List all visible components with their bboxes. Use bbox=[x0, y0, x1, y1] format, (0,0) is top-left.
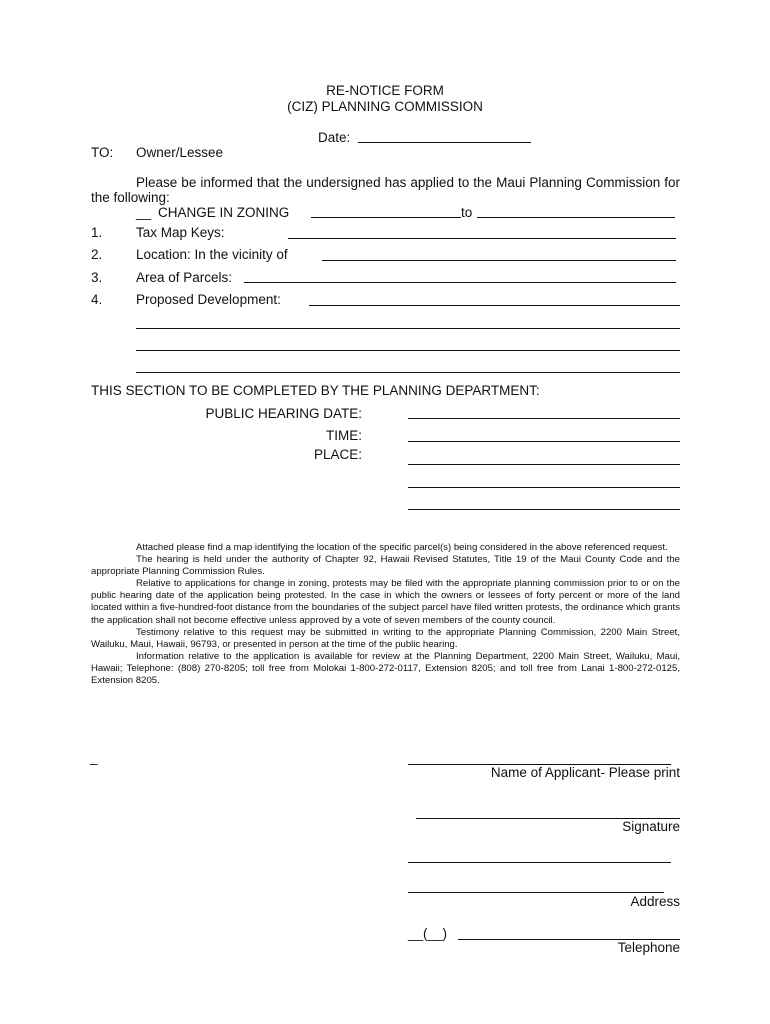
place-field[interactable] bbox=[408, 464, 680, 465]
intro-paragraph: Please be informed that the undersigned has applied to the Maui Planning Commission for the following: bbox=[91, 175, 680, 205]
notice-paragraph: Attached please find a map identifying the location of the specific parcel(s) being considered in the above referenced request. bbox=[136, 542, 668, 553]
notice-paragraph: The hearing is held under the authority of Chapter 92, Hawaii Revised Statutes, Title 19 of the Maui County Code and the appropriate Planning Commission Rules. bbox=[91, 554, 680, 578]
address-label: Address bbox=[630, 894, 680, 909]
form-subtitle: (CIZ) PLANNING COMMISSION bbox=[287, 99, 483, 114]
time-field[interactable] bbox=[408, 441, 680, 442]
place-line-3[interactable] bbox=[408, 509, 680, 510]
date-field[interactable] bbox=[358, 142, 531, 143]
area-of-parcels-label: Area of Parcels: bbox=[136, 270, 233, 285]
proposed-development-line-3[interactable] bbox=[136, 350, 680, 351]
applicant-name-label: Name of Applicant- Please print bbox=[490, 765, 680, 780]
proposed-development-line-2[interactable] bbox=[136, 328, 680, 329]
location-label: Location: In the vicinity of bbox=[136, 247, 288, 262]
address-field-line-2[interactable] bbox=[408, 892, 664, 893]
zoning-from-field[interactable] bbox=[311, 217, 461, 218]
tax-map-keys-label: Tax Map Keys: bbox=[136, 225, 225, 240]
zoning-to-field[interactable] bbox=[477, 217, 675, 218]
public-hearing-date-label: PUBLIC HEARING DATE: bbox=[205, 406, 362, 421]
to-label: TO: bbox=[91, 145, 114, 160]
proposed-development-label: Proposed Development: bbox=[136, 292, 281, 307]
item-number: 3. bbox=[91, 270, 103, 285]
address-field-line-1[interactable] bbox=[408, 862, 671, 863]
phone-area-code: __(__) bbox=[408, 926, 448, 941]
department-section-heading: THIS SECTION TO BE COMPLETED BY THE PLANNING DEPARTMENT: bbox=[91, 383, 540, 398]
stray-mark: _ bbox=[90, 750, 98, 765]
tax-map-keys-field[interactable] bbox=[288, 238, 676, 239]
signature-label: Signature bbox=[622, 819, 680, 834]
proposed-development-line-4[interactable] bbox=[136, 372, 680, 373]
place-label: PLACE: bbox=[313, 447, 362, 462]
telephone-label: Telephone bbox=[617, 940, 680, 955]
form-title: RE-NOTICE FORM bbox=[326, 83, 444, 98]
item-number: 4. bbox=[91, 292, 103, 307]
to-value: Owner/Lessee bbox=[136, 145, 224, 160]
notice-paragraph: Relative to applications for change in zoning, protests may be filed with the appropriate planning commission prior to or on the public hearing date of the application being protested. In the case in which the owners or lessees of forty percent or more of the land located within a five-hundred-foot distance from the boundaries of the subject parcel have filed written protests, the ordinance which grants the application shall not become effective unless approved by a vote of seven members of the county council. bbox=[91, 578, 680, 626]
time-label: TIME: bbox=[326, 428, 362, 443]
notice-paragraph: Testimony relative to this request may be submitted in writing to the appropriate Planning Commission, 2200 Main Street, Wailuku, Maui, Hawaii, 96793, or presented in person at the time of the public hearing. bbox=[91, 626, 680, 650]
change-blank: __ bbox=[136, 205, 152, 220]
proposed-development-field[interactable] bbox=[309, 305, 680, 306]
to-word: to bbox=[461, 205, 473, 220]
location-field[interactable] bbox=[322, 260, 676, 261]
area-of-parcels-field[interactable] bbox=[244, 282, 676, 283]
date-label: Date: bbox=[318, 130, 351, 145]
place-line-2[interactable] bbox=[408, 487, 680, 488]
public-hearing-date-field[interactable] bbox=[408, 418, 680, 419]
change-in-zoning-label: CHANGE IN ZONING bbox=[158, 205, 290, 220]
item-number: 1. bbox=[91, 225, 103, 240]
notice-text bbox=[91, 542, 680, 687]
notice-paragraph: Information relative to the application is available for review at the Planning Department, 2200 Main Street, Wailuku, Maui, Hawaii; Telephone: (808) 270-8205; toll free from Molokai 1-800-272-0117, Extension 8205; and toll free from Lanai 1-800-272-0125, Extension 8205. bbox=[91, 650, 680, 687]
item-number: 2. bbox=[91, 247, 103, 262]
